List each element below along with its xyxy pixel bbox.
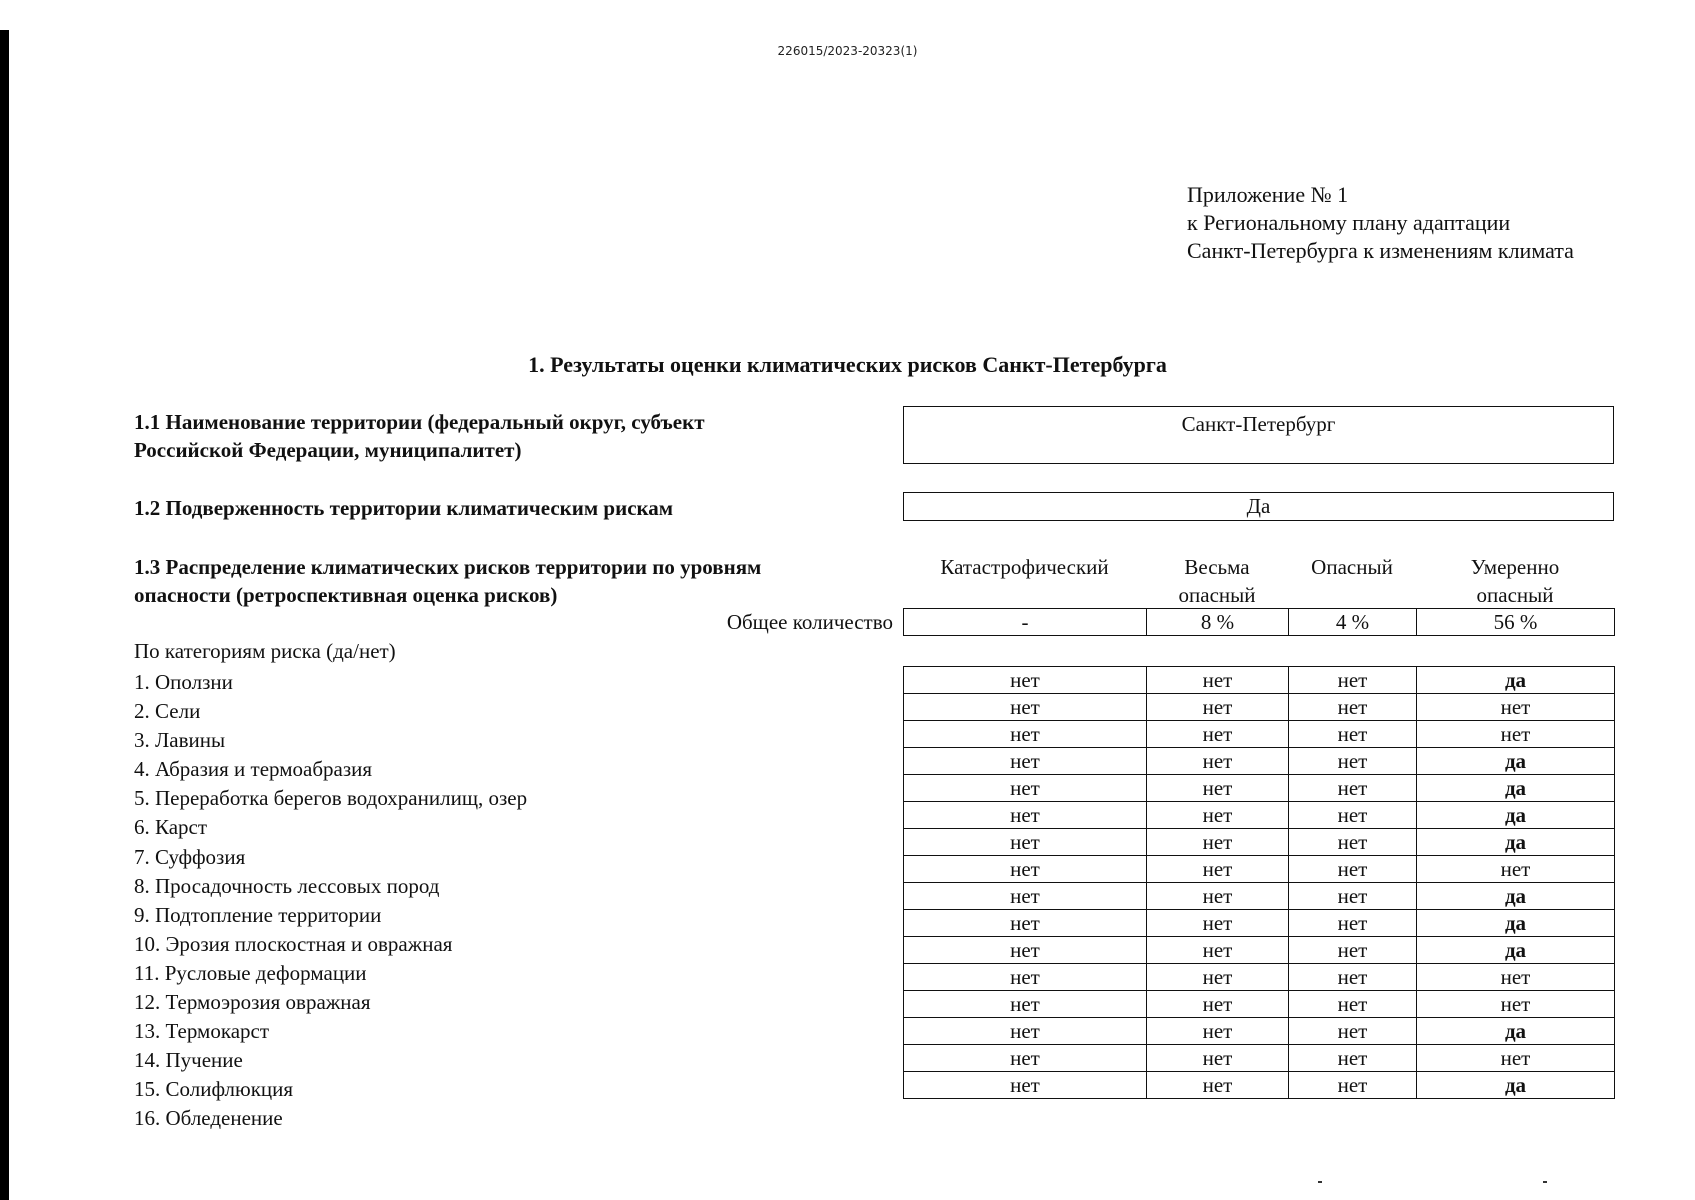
- appendix-line-2: к Региональному плану адаптации: [1187, 210, 1511, 235]
- table-row: [904, 667, 1615, 694]
- risk-value-cell: нет: [1417, 1045, 1615, 1072]
- table-row: [904, 802, 1615, 829]
- risk-value-cell: нет: [1289, 775, 1417, 802]
- risk-value-cell: да: [1417, 667, 1615, 694]
- risk-value-cell: нет: [1289, 1045, 1417, 1072]
- total-catastrophic: -: [904, 609, 1147, 636]
- risk-value-cell: нет: [1289, 1018, 1417, 1045]
- table-row: [904, 1072, 1615, 1099]
- risk-value-cell: нет: [1289, 667, 1417, 694]
- risk-value-cell: нет: [904, 748, 1147, 775]
- table-row: [904, 937, 1615, 964]
- risk-value-cell: нет: [1289, 964, 1417, 991]
- risk-name: 16. Обледенение: [134, 1106, 283, 1131]
- risk-value-cell: нет: [904, 937, 1147, 964]
- risk-value-cell: нет: [1417, 694, 1615, 721]
- risk-value-cell: нет: [1147, 1072, 1289, 1099]
- column-header-moderate: [1416, 553, 1614, 609]
- table-row: [904, 856, 1615, 883]
- table-row: [904, 829, 1615, 856]
- risk-value-cell: нет: [1417, 721, 1615, 748]
- risk-value-cell: нет: [1147, 856, 1289, 883]
- risk-value-cell: нет: [1147, 991, 1289, 1018]
- section-1-2-label: 1.2 Подверженность территории климатическим рискам: [134, 496, 674, 520]
- risk-value-cell: нет: [1417, 964, 1615, 991]
- risk-value-cell: нет: [1289, 856, 1417, 883]
- risk-value-cell: нет: [1147, 883, 1289, 910]
- column-header-very-dangerous-line-1: Весьма: [1184, 555, 1250, 579]
- risk-value-cell: нет: [904, 829, 1147, 856]
- column-header-moderate-line-1: Умеренно: [1470, 555, 1560, 579]
- appendix-header: [1187, 181, 1574, 265]
- risk-value-cell: нет: [1147, 964, 1289, 991]
- section-1-3-label-line-1: 1.3 Распределение климатических рисков территории по уровням: [134, 555, 762, 579]
- total-count-label: Общее количество: [726, 610, 893, 634]
- exposure-box: Да: [903, 492, 1614, 521]
- risk-value-cell: да: [1417, 748, 1615, 775]
- risk-value-cell: нет: [1289, 937, 1417, 964]
- totals-table: [903, 608, 1615, 636]
- column-header-very-dangerous-line-2: опасный: [1178, 583, 1256, 607]
- table-row: [904, 694, 1615, 721]
- risk-value-cell: да: [1417, 1018, 1615, 1045]
- risk-value-cell: нет: [1147, 775, 1289, 802]
- risk-name: 3. Лавины: [134, 728, 226, 753]
- table-row: [904, 775, 1615, 802]
- risk-value-cell: да: [1417, 910, 1615, 937]
- risk-value-cell: нет: [1147, 937, 1289, 964]
- risk-name: 11. Русловые деформации: [134, 960, 367, 985]
- section-1-3-label-line-2: опасности (ретроспективная оценка рисков): [134, 583, 558, 607]
- risk-value-cell: нет: [904, 1018, 1147, 1045]
- risk-value-cell: нет: [904, 775, 1147, 802]
- scan-mark: [1543, 1181, 1547, 1183]
- risk-name: 12. Термоэрозия овражная: [134, 990, 371, 1015]
- appendix-line-1: Приложение № 1: [1187, 182, 1349, 207]
- risk-name: 14. Пучение: [134, 1048, 243, 1073]
- scan-edge: [0, 30, 9, 1200]
- risk-name: 6. Карст: [134, 815, 208, 840]
- risk-name: 2. Сели: [134, 699, 201, 724]
- risk-value-cell: да: [1417, 802, 1615, 829]
- appendix-line-3: Санкт-Петербурга к изменениям климата: [1187, 238, 1574, 263]
- column-header-moderate-line-2: опасный: [1476, 583, 1554, 607]
- risk-value-cell: нет: [1147, 667, 1289, 694]
- risk-value-cell: нет: [1289, 991, 1417, 1018]
- risk-value-cell: нет: [904, 856, 1147, 883]
- section-1-3-label: [134, 553, 761, 609]
- table-row: [904, 721, 1615, 748]
- table-row: [904, 964, 1615, 991]
- column-header-catastrophic-line-1: Катастрофический: [940, 555, 1109, 579]
- risk-value-cell: нет: [904, 883, 1147, 910]
- totals-row: [904, 609, 1615, 636]
- by-category-label: По категориям риска (да/нет): [134, 639, 396, 663]
- risk-value-cell: нет: [1289, 748, 1417, 775]
- column-header-catastrophic: [903, 553, 1146, 581]
- table-row: [904, 748, 1615, 775]
- risk-value-cell: нет: [1147, 1045, 1289, 1072]
- table-row: [904, 910, 1615, 937]
- risk-value-cell: нет: [1417, 991, 1615, 1018]
- risk-name: 8. Просадочность лессовых пород: [134, 873, 440, 898]
- table-row: [904, 991, 1615, 1018]
- risk-name: 15. Солифлюкция: [134, 1077, 294, 1102]
- risk-value-cell: нет: [1147, 721, 1289, 748]
- scan-mark: [1318, 1181, 1322, 1183]
- risk-value-cell: нет: [904, 721, 1147, 748]
- risk-name: 7. Суффозия: [134, 844, 246, 869]
- risk-value-cell: нет: [1147, 748, 1289, 775]
- risk-value-cell: нет: [1147, 910, 1289, 937]
- section-1-1-label-line-2: Российской Федерации, муниципалитет): [134, 438, 522, 462]
- risk-value-cell: нет: [1147, 829, 1289, 856]
- risk-category-table: [903, 666, 1615, 1099]
- risk-name: 1. Оползни: [134, 670, 233, 694]
- risk-value-cell: нет: [1289, 694, 1417, 721]
- risk-value-cell: да: [1417, 883, 1615, 910]
- risk-value-cell: нет: [1289, 802, 1417, 829]
- risk-value-cell: нет: [904, 694, 1147, 721]
- risk-value-cell: нет: [1147, 694, 1289, 721]
- territory-name-box: Санкт-Петербург: [903, 406, 1614, 464]
- risk-name: 5. Переработка берегов водохранилищ, озер: [134, 786, 528, 811]
- risk-value-cell: нет: [904, 991, 1147, 1018]
- document-id: 226015/2023-20323(1): [777, 44, 918, 58]
- total-dangerous: 4 %: [1289, 609, 1417, 636]
- risk-value-cell: нет: [1289, 721, 1417, 748]
- risk-name: 13. Термокарст: [134, 1019, 270, 1044]
- column-header-very-dangerous: [1146, 553, 1288, 609]
- risk-value-cell: нет: [904, 1045, 1147, 1072]
- risk-value-cell: нет: [1289, 910, 1417, 937]
- risk-value-cell: да: [1417, 775, 1615, 802]
- section-1-1-label-line-1: 1.1 Наименование территории (федеральный округ, субъект: [134, 410, 705, 434]
- section-1-1-label: [134, 408, 705, 464]
- risk-value-cell: да: [1417, 937, 1615, 964]
- table-row: [904, 883, 1615, 910]
- column-header-dangerous: [1288, 553, 1416, 581]
- risk-name: 10. Эрозия плоскостная и овражная: [134, 931, 453, 956]
- risk-value-cell: да: [1417, 1072, 1615, 1099]
- table-row: [904, 1045, 1615, 1072]
- risk-value-cell: нет: [1147, 802, 1289, 829]
- risk-value-cell: нет: [1289, 829, 1417, 856]
- table-row: [904, 1018, 1615, 1045]
- risk-value-cell: нет: [904, 1072, 1147, 1099]
- risk-value-cell: нет: [1289, 883, 1417, 910]
- risk-value-cell: нет: [1147, 1018, 1289, 1045]
- risk-value-cell: нет: [1417, 856, 1615, 883]
- risk-value-cell: нет: [904, 910, 1147, 937]
- risk-name-list: [134, 668, 527, 1134]
- page-title: 1. Результаты оценки климатических рисков Санкт-Петербурга: [528, 352, 1167, 377]
- risk-name: 4. Абразия и термоабразия: [134, 757, 373, 782]
- total-very-dangerous: 8 %: [1147, 609, 1289, 636]
- risk-value-cell: нет: [904, 667, 1147, 694]
- risk-name: 9. Подтопление территории: [134, 902, 382, 927]
- risk-value-cell: да: [1417, 829, 1615, 856]
- column-header-dangerous-line-1: Опасный: [1311, 555, 1393, 579]
- total-moderate: 56 %: [1417, 609, 1615, 636]
- risk-value-cell: нет: [904, 964, 1147, 991]
- risk-value-cell: нет: [1289, 1072, 1417, 1099]
- risk-value-cell: нет: [904, 802, 1147, 829]
